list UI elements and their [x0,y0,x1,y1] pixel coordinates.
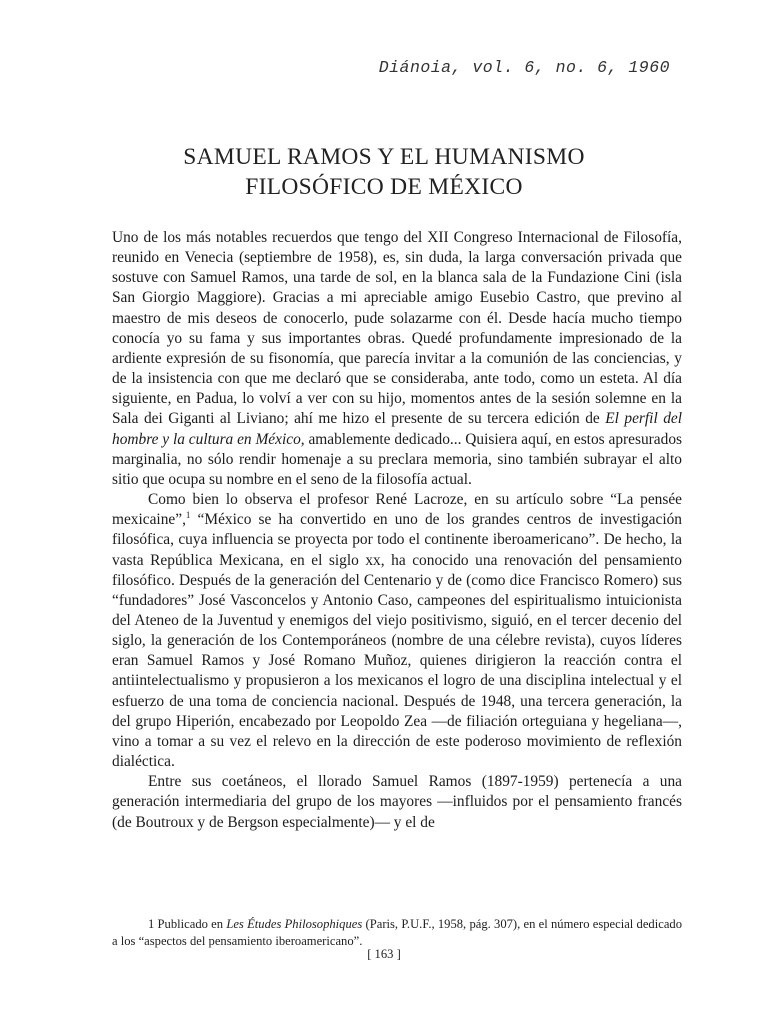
paragraph-1-text: Uno de los más notables recuerdos que tengo del XII Congreso Internacional de Filosofía, reunido en Venecia (septiembre de 1958), es, sin duda, la larga conversación privada que sostuve con Samuel Ramos, una tarde de sol, en la blanca sala de la Fundazione Cini (isla San Giorgio Maggiore). Gracias a mi apreciable amigo Eusebio Castro, que previno al maestro de mis deseos de conocerlo, pude solazarme con él. Desde hacía mucho tiempo conocía yo su fama y sus importantes obras. Quedé profundamente impresionado de la ardiente expresión de su fisonomía, que parecía invitar a la comunión de las conciencias, y de la insistencia con que me declaró que se consideraba, ante todo, como un esteta. Al día siguiente, en Padua, lo volví a ver con su hijo, momentos antes de la sesión solemne en la Sala dei Giganti al Liviano; ahí me hizo el presente de su tercera edición de [112,229,682,428]
paragraph-1-end: amablemente dedicado... Quisiera aquí, en estos apresurados marginalia, no sólo rendir homenaje a su preclara memoria, sino también subrayar el alto sitio que ocupa su nombre en el seno de la filosofía actual. [112,430,682,488]
title-line-2: FILOSÓFICO DE MÉXICO [245,174,523,200]
footnote-ref: 1 [185,510,191,521]
title-line-1: SAMUEL RAMOS Y EL HUMANISMO [183,144,585,170]
footnote-journal: Les Études Philosophiques [226,917,363,931]
footnote-text-end: (Paris, P.U.F., 1958, pág. 307), en el número especial dedicado a los “aspectos del pensamiento iberoamericano”. [112,917,683,948]
book-title: El perfil del hombre y la cultura en México, [112,410,682,448]
paragraph-2-end: “México se ha convertido en uno de los grandes centros de investigación filosófica, cuya influencia se proyecta por todo el continente iberoamericano”. De hecho, la vasta República Mexicana, en el siglo xx, ha conocido una renovación del pensamiento filosófico. Después de la generación del Centenario y de (como dice Francisco Romero) sus “fundadores” José Vasconcelos y Antonio Caso, campeones del espiritualismo intuicionista del Ateneo de la Juventud y enemigos del viejo positivismo, siguió, en el tercer decenio del siglo, la generación de los Contemporáneos (nombre de una célebre revista), cuyos líderes eran Samuel Ramos y José Romano Muñoz, quienes dirigieron la reacción contra el antiintelectualismo y propusieron a los mexicanos el logro de una disciplina intelectual y el esfuerzo de una toma de conciencia nacional. Después de 1948, una tercera generación, la del grupo Hiperión, encabezado por Leopoldo Zea —de filiación orteguiana y hegeliana—, vino a tomar a su vez el relevo en la dirección de este poderoso movimiento de reflexión dialéctica. [112,511,682,771]
journal-citation: Diánoia, vol. 6, no. 6, 1960 [378,58,670,77]
footnote [112,916,682,950]
page-number: [ 163 ] [367,947,401,961]
paragraph-2-start: Como bien lo observa el profesor René Lacroze, en su artículo sobre “La pensée mexicaine”, [112,491,682,529]
paragraph-2 [112,490,682,772]
footnote-number: 1 [148,917,155,931]
paragraph-3: Entre sus coetáneos, el llorado Samuel Ramos (1897-1959) pertenecía a una generación intermediaria del grupo de los mayores —influidos por el pensamiento francés (de Boutroux y de Bergson especialmente)— y el de [112,773,682,831]
paragraph-1 [112,228,682,490]
article-title [0,142,768,202]
footnote-text-start: Publicado en [154,917,227,931]
article-body [112,228,682,833]
